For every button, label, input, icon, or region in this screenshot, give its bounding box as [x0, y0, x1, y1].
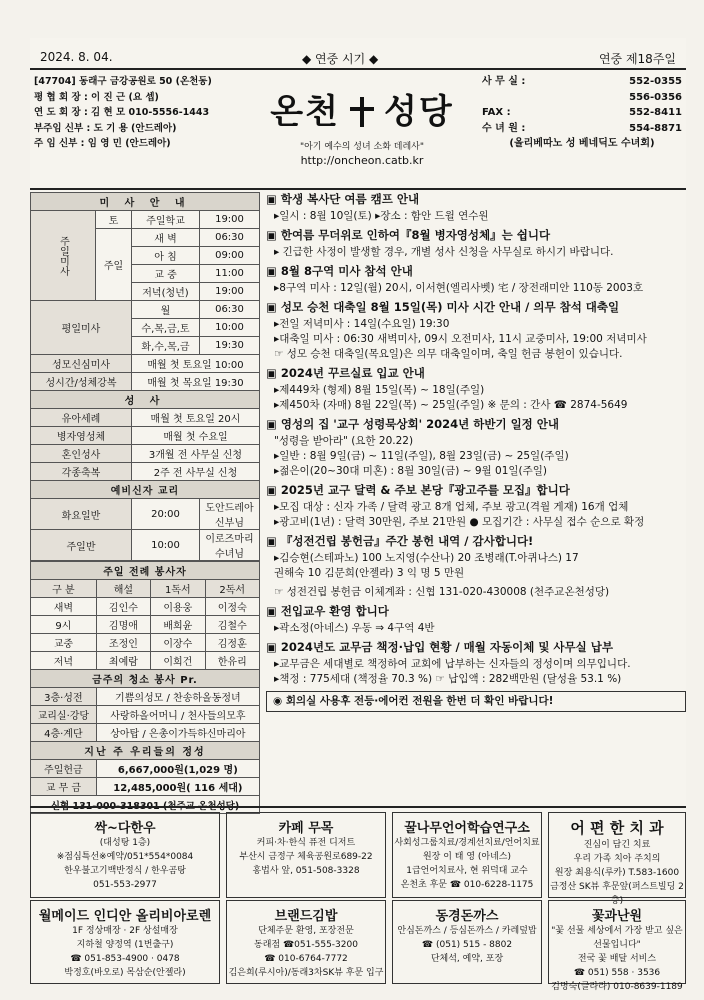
ad-line: 전국 꽃 배달 서비스 [577, 954, 657, 964]
ad-name: 꿀나무언어학습연구소 [404, 821, 530, 836]
news-heading: ▣ 학생 복사단 여름 캠프 안내 [266, 192, 420, 206]
news-line: ▸곽소정(아네스) 우동 ⇒ 4구역 4반 [274, 622, 435, 634]
convent-phone: 554-8871 [629, 122, 682, 134]
news-line: ▸일반 : 8월 9일(금) ~ 11일(주일), 8월 23일(금) ~ 25일(주일) [274, 450, 569, 462]
federation-president: 연 도 회 장 : 김 현 모 010-5556-1443 [34, 107, 210, 118]
news-item [266, 300, 686, 362]
ad-line: 부산시 금정구 체육공원로689-22 [239, 852, 373, 862]
parish-title: 온천 성당 [270, 92, 454, 132]
notice-box: ◉ 회의실 사용후 전등·에어컨 전원을 한번 더 확인 바랍니다! [266, 691, 686, 712]
news-line: ▸전일 저녁미사 : 14일(수요일) 19:30 [274, 318, 450, 330]
news-line: ▸책정 : 775세대 (책정율 70.3 %) ☞ 납입액 : 282백만원 (달성율 53.1 %) [274, 673, 622, 685]
ad-line: "꽃 선물 세상에서 가장 받고 싶은 선물입니다" [551, 926, 683, 950]
ad-box [30, 900, 220, 984]
convent-name: (올리베따노 성 베네딕도 수녀회) [509, 138, 655, 149]
ad-line: 커피·차·한식 퓨전 디저트 [256, 838, 356, 848]
ad-line: 사회성그룹치료/경계선치료/언어치료 [394, 838, 540, 848]
news-heading: ▣ 2024년도 교무금 책정·납입 현황 / 매월 자동이체 및 사무실 납부 [266, 640, 613, 654]
ad-line: 홍법사 앞, 051-508-3328 [252, 866, 360, 876]
news-line: ▸제450차 (자매) 8월 22일(목) ~ 25일(주일) ※ 문의 : 간사 ☎ 2874-5649 [274, 399, 628, 411]
ad-line: ☎ 051) 558 · 3536 [573, 968, 661, 978]
news-item [266, 604, 686, 636]
left-column [30, 192, 260, 814]
office-phone: 552-0355 [629, 76, 682, 87]
liturgical-season: ◆ 연중 시기 ◆ [302, 52, 379, 66]
news-line: ▸모집 대상 : 신자 가족 / 달력 광고 8개 업체, 주보 광고(격월 게재) 16개 업체 [274, 501, 629, 513]
news-item [266, 585, 686, 600]
news-column [266, 192, 686, 712]
mass-table: 미 사 안 내 주일미사 토 주일학교 19:00 주일 새 벽 06:30 아 침 09:00 교 중 11:00 저녁(청년) 19:00 평일미사 월 06:30 수,목,금,토 10:00 화,수,목,금 19:30 성모신심미사 매월 첫 토요일 10:00 성시간/성체강복 매월 첫 목요일 19:30 성 사 유아세례 매월 첫 토요일 20시 병자영성체 매월 첫 수요일 혼인성사 3개월 전 사무실 신청 각종축복 2주 전 사무실 신청 예비신자 교리 화요일반 20:00 도안드레아 신부님 주일반 10:00 이로즈마리 수녀님 [30, 192, 260, 561]
cross-icon [346, 97, 378, 131]
ad-box [392, 812, 542, 898]
ad-line: 김은희(루시아)/동래3차SK뷰 후문 입구 [228, 968, 384, 978]
news-item [266, 534, 686, 581]
ad-box [548, 900, 686, 992]
news-line: ▸일시 : 8월 10일(토) ▸장소 : 함안 드윌 연수원 [274, 210, 489, 222]
ad-box [226, 900, 386, 984]
news-item [266, 192, 686, 224]
liturgical-week: 연중 제18주일 [598, 52, 676, 66]
patron-motto: "아기 예수의 성녀 소화 데레사" [299, 142, 425, 152]
news-heading: ▣ 영성의 집 '교구 성령묵상회' 2024년 하반기 일정 안내 [266, 417, 560, 431]
ad-line: 동래점 ☎051-555-3200 [254, 940, 358, 950]
news-line: ▸제449차 (형제) 8월 15일(목) ~ 18일(주일) [274, 384, 485, 396]
news-item [266, 640, 686, 687]
news-line: ☞ 성전건립 봉헌금 이체계좌 : 신협 131-020-430008 (천주교온천성당) [274, 586, 610, 598]
servers-table: 주일 전례 봉사자 구 분 해설 1독서 2독서 새벽 김인수 이용웅 이정숙 9시 김명애 배희윤 김철수 교중 조정인 이장수 김정훈 저녁 최예람 이희건 한유리 금주의 청소 봉사 Pr. 3층·성전 기쁨의성모 / 찬송하올동정녀 교리실·강당 사랑하올어머니 / 천사들의모후 4층·계단 상아탑 / 은총이가득하신마리아 지난 주 우리들의 정성 주일헌금 6,667,000원(1,029 명) 교 무 금 12,485,000원( 116 세대) 신협 131-000-318301 (천주교 온천성당) [30, 561, 260, 814]
ad-name: 브랜드김밥 [274, 909, 338, 924]
pastor: 주 임 신부 : 임 영 민 (안드레아) [34, 138, 171, 149]
news-heading: ▣ 2024년 꾸르실료 입교 안내 [266, 366, 425, 380]
news-item [266, 483, 686, 530]
ad-line: 단체석, 예약, 포장 [430, 954, 504, 964]
ad-line: 우리 가족 치아 주치의 [573, 854, 661, 864]
ad-name: 카페 무목 [278, 821, 334, 836]
news-line: ▸광고비(1년) : 달력 30만원, 주보 21만원 ● 모집기간 : 사무실 접수 순으로 확정 [274, 516, 645, 528]
news-item [266, 366, 686, 413]
address: [47704] 동래구 금강공원로 50 (온천동) [34, 76, 212, 87]
ad-line: ☎ 010-6764-7772 [264, 954, 348, 964]
ad-name: 꽃과난원 [591, 909, 643, 924]
news-item [266, 264, 686, 296]
news-heading: ▣ 한여름 무더위로 인하여『8월 병자영성체』는 쉽니다 [266, 228, 551, 242]
news-heading: ▣ 성모 승천 대축일 8월 15일(목) 미사 시간 안내 / 의무 참석 대축일 [266, 300, 620, 314]
top-bar [32, 50, 684, 68]
masthead [30, 68, 686, 190]
news-line: "성령을 받아라" (요한 20.22) [274, 435, 414, 447]
ad-line: ☎ 051-853-4900 · 0478 [70, 954, 180, 964]
news-line: ▸대축일 미사 : 06:30 새벽미사, 09시 오전미사, 11시 교중미사, 19:00 저녁미사 [274, 333, 647, 345]
ad-line: 금정산 SK뷰 후문앞(퍼스트빌딩 2층) [550, 882, 684, 906]
office-phone-2: 556-0356 [629, 91, 682, 103]
ad-line: 한우불고기백반정식 / 한우곰탕 [64, 866, 186, 876]
ad-line: ☎ (051) 515 - 8802 [421, 940, 513, 950]
bulletin-page [30, 38, 686, 992]
parish-title-block [248, 70, 476, 188]
contact-info: 사 무 실 : 552-0355 556-0356 FAX : 552-8411 수 녀 원 : 554-8871 (올리베따노 성 베네딕도 수녀회) [482, 74, 682, 152]
news-heading: ▣ 2025년 교구 달력 & 주보 본당『광고주를 모집』합니다 [266, 483, 570, 497]
ad-line: 안심돈까스 / 등심돈까스 / 카레덮밥 [397, 926, 537, 936]
ad-line: ※점심특선※예약/051*554*0084 [56, 852, 194, 862]
ad-line: 지하철 양정역 (1번출구) [76, 940, 174, 950]
assistant-priest: 부주임 신부 : 도 기 용 (안드레아) [34, 122, 177, 134]
news-line: ▸김승현(스테파노) 100 노지영(수산나) 20 조병래(T.아퀴나스) 17 [274, 552, 579, 564]
ad-line: 온천초 후문 ☎ 010-6228-1175 [400, 880, 534, 890]
ad-name: 동경돈까스 [435, 909, 499, 924]
ads-area [30, 806, 686, 992]
news-item [266, 417, 686, 479]
news-heading: ▣ 전입교우 환영 합니다 [266, 604, 389, 618]
ad-box [226, 812, 386, 898]
news-heading: ▣ 8월 8구역 미사 참석 안내 [266, 264, 413, 278]
news-line: ▸8구역 미사 : 12일(월) 20시, 이서현(엘리사벳) 宅 / 장전래미안 110동 2003호 [274, 282, 644, 294]
ad-line: 김명숙(글라라) 010-8639-1189 [551, 982, 683, 992]
ad-box [548, 812, 686, 906]
ad-line: 1급언어치료사, 현 위덕대 교수 [406, 866, 528, 876]
news-line: 권해숙 10 김문희(안젤라) 3 익 명 5 만원 [274, 567, 465, 579]
ad-line: 원장 이 태 영 (아네스) [422, 852, 512, 862]
ad-line: 원장 최용식(루카) T.583-1600 [554, 868, 680, 878]
ad-name: 월메이드 인디안 올리비아로렌 [38, 909, 212, 924]
parish-url[interactable]: http://oncheon.catb.kr [300, 154, 424, 167]
ad-box [392, 900, 542, 984]
ad-name: 어 편 한 치 과 [570, 819, 664, 837]
news-line: ▸교무금은 세대별로 책정하여 교회에 납부하는 신자들의 정성이며 의무입니다. [274, 658, 631, 670]
news-line: ☞ 성모 승천 대축일(목요일)은 의무 대축일이며, 축일 헌금 봉헌이 있습니다. [274, 348, 623, 360]
ad-line: 단체주문 환영, 포장전문 [258, 926, 354, 936]
parish-info [30, 74, 240, 152]
news-line: ▸젊은이(20~30대 미혼) : 8월 30일(금) ~ 9월 01일(주일) [274, 465, 548, 477]
news-heading: ▣ 『성전건립 봉헌금』주간 봉헌 내역 / 감사합니다! [266, 534, 534, 548]
news-line: ▸ 긴급한 사정이 발생할 경우, 개별 성사 신청을 사무실로 하시기 바랍니다. [274, 246, 614, 258]
ad-line: 진심이 담긴 치료 [583, 840, 651, 850]
ad-line: 051-553-2977 [93, 880, 157, 890]
news-item [266, 228, 686, 260]
fax-number: 552-8411 [629, 107, 682, 118]
issue-date: 2024. 8. 04. [40, 50, 113, 64]
ad-line: 박정호(바오로) 목삼순(안젤라) [64, 968, 186, 978]
council-president: 평 협 회 장 : 이 진 근 (요 셉) [34, 91, 159, 103]
ad-box [30, 812, 220, 898]
ad-line: (대성탕 1층) [99, 838, 151, 848]
ad-line: 1F 정상매장 · 2F 상설매장 [72, 926, 178, 936]
ad-name: 싹~다한우 [94, 821, 156, 836]
